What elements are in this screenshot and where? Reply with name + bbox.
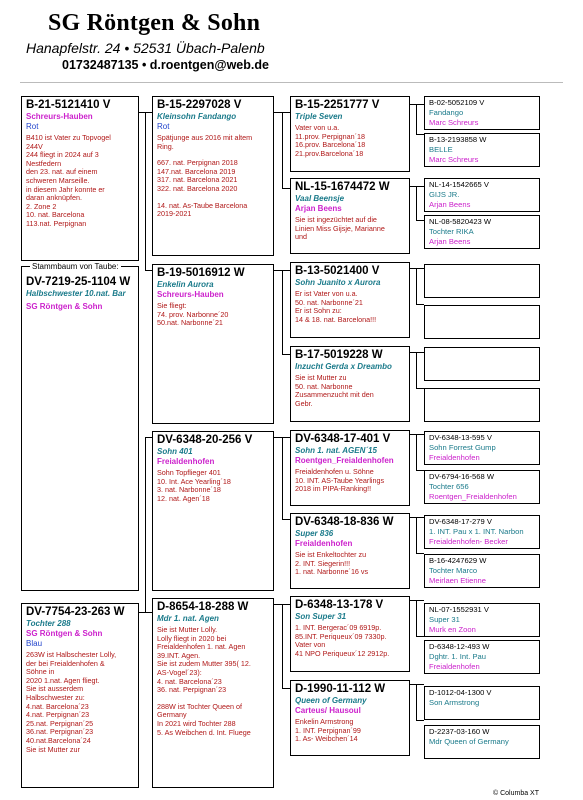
pigeon-name: Fandango: [429, 108, 464, 117]
connector: [282, 437, 283, 519]
breeder: Schreurs-Hauben: [26, 112, 93, 121]
stammbaum-label: Stammbaum von Taube:: [32, 262, 119, 271]
ring-number: DV-6348-18-836 W: [295, 516, 394, 528]
ring-number: NL-14-1542665 V: [429, 180, 489, 189]
breeder: Marc Schreurs: [429, 155, 479, 164]
ring-number: DV-7219-25-1104 W: [26, 276, 131, 288]
breeder: Freialdenhofen: [295, 539, 353, 548]
pigeon-name: Tochter RIKA: [429, 227, 474, 236]
performance-info: Sie ist Mutter Lolly. Lolly fliegt in 2020 bei Freialdenhofen 1. nat. Agen 39.INT. Agen. Sie ist zudem Mutter 395( 12. AS-Vogel´23): 4. nat. Barcelona´23 36. nat. Perpignan´23 288W ist Tochter Queen of Germany In 2021 wird Tochter 288 5. As Weibchen d. Int. Fluege: [157, 625, 251, 737]
pigeon-name: Kleinsohn Fandango: [157, 112, 237, 121]
ring-number: B-15-2251777 V: [295, 99, 380, 111]
ancestor-card: [424, 431, 540, 465]
ring-number: B-02-5052109 V: [429, 98, 485, 107]
great-grandparent-card: [290, 262, 410, 338]
pigeon-name: Tochter Marco: [429, 566, 478, 575]
connector: [416, 600, 417, 636]
performance-info: Sie ist ingezüchtet auf die Linien Miss Gijsje, Marianne und: [295, 215, 385, 242]
performance-info: Sie fliegt: 74. prov. Narbonne´20 50.nat. Narbonne´21: [157, 301, 229, 328]
page-title: SG Röntgen & Sohn: [48, 10, 261, 36]
connector: [416, 517, 417, 553]
connector: [145, 270, 152, 271]
pigeon-name: Tochter 288: [26, 619, 71, 628]
plumage-color: Blau: [26, 639, 43, 648]
ring-number: DV-6348-13-595 V: [429, 433, 492, 442]
connector: [416, 268, 417, 304]
pigeon-name: Son Super 31: [295, 612, 347, 621]
connector: [416, 553, 424, 554]
pigeon-name: Dghtr. 1. Int. Pau: [429, 652, 486, 661]
ring-number: D-6348-12-493 W: [429, 642, 490, 651]
ancestor-card: [424, 133, 540, 167]
great-grandparent-card: [290, 178, 410, 254]
performance-info: Spätjunge aus 2016 mit altem Ring. 667. nat. Perpignan 2018 147.nat. Barcelona 2019 317. nat. Barcelona 2021 322. nat. Barcelona 2020 14. nat. As-Taube Barcelona 2019-2021: [157, 133, 253, 219]
ring-number: D-1012-04-1300 V: [429, 688, 492, 697]
pigeon-name: Super 836: [295, 529, 334, 538]
performance-info: Enkelin Armstrong 1. INT. Perpignan´99 1. As- Weibchen´14: [295, 717, 361, 744]
pigeon-name: Vaal Beensje: [295, 194, 345, 203]
ring-number: B-15-2297028 V: [157, 99, 242, 111]
connector: [416, 352, 417, 388]
pigeon-name: Tochter 656: [429, 482, 469, 491]
ring-number: DV-6348-20-256 V: [157, 434, 253, 446]
subject-card: [21, 266, 139, 591]
grandparent-card: [152, 598, 274, 788]
breeder: Carteus/ Hausoul: [295, 706, 361, 715]
performance-info: Vater von u.a. 11.prov. Perpignan´18 16.prov. Barcelona´18 21.prov.Barcelona´18: [295, 123, 366, 158]
great-grandparent-card: [290, 430, 410, 506]
great-grandparent-card: [290, 596, 410, 672]
connector: [416, 186, 417, 220]
connector: [282, 270, 283, 354]
connector: [416, 470, 424, 471]
ring-number: B-13-2193858 W: [429, 135, 487, 144]
connector: [282, 519, 290, 520]
ring-number: DV-6794-16-568 W: [429, 472, 495, 481]
connector: [410, 434, 424, 435]
ring-number: D-1990-11-112 W: [295, 683, 386, 695]
ring-number: D-6348-13-178 V: [295, 599, 384, 611]
ancestor-card: [424, 515, 540, 549]
connector: [410, 186, 424, 187]
pigeon-name: Sohn 401: [157, 447, 193, 456]
performance-info: Sie ist Mutter zu 50. nat. Narbonne Zusammenzucht mit den Gebr.: [295, 373, 374, 408]
pigeon-name: Enkelin Aurora: [157, 280, 214, 289]
copyright: © Columba XT: [492, 790, 539, 797]
pigeon-name: Triple Seven: [295, 112, 343, 121]
connector: [416, 636, 424, 637]
ring-number: B-16-4247629 W: [429, 556, 487, 565]
breeder: Freialdenhofen- Becker: [429, 537, 508, 546]
pigeon-name: GIJS JR.: [429, 190, 460, 199]
breeder: Schreurs-Hauben: [157, 290, 224, 299]
breeder: Roentgen_Freialdenhofen: [429, 492, 517, 501]
ring-number: D-8654-18-288 W: [157, 601, 249, 613]
breeder: SG Röntgen & Sohn: [26, 302, 103, 311]
plumage-color: Rot: [157, 122, 170, 131]
breeder: Marc Schreurs: [429, 118, 479, 127]
pigeon-name: Queen of Germany: [295, 696, 367, 705]
pigeon-name: Inzucht Gerda x Dreambo: [295, 362, 392, 371]
pigeon-name: 1. INT. Pau x 1. INT. Narbon: [429, 527, 524, 536]
ring-number: B-13-5021400 V: [295, 265, 380, 277]
breeder: Arjan Beens: [295, 204, 342, 213]
sire-card: [21, 96, 139, 261]
pigeon-name: Son Armstrong: [429, 698, 480, 707]
connector: [410, 684, 424, 685]
grandparent-card: [152, 264, 274, 424]
ancestor-card: [424, 215, 540, 249]
breeder: Roentgen_Freialdenhofen: [295, 456, 394, 465]
connector: [410, 268, 424, 269]
connector: [416, 388, 424, 389]
ancestor-card: [424, 96, 540, 130]
header-divider: [20, 82, 563, 83]
connector: [416, 434, 417, 470]
breeder: Arjan Beens: [429, 237, 471, 246]
performance-info: 1. INT. Bergerac´09 6919p. 85.INT. Periqueux´09 7330p. Vater von 41 NPO Periqueux´12 2912p.: [295, 623, 390, 658]
connector: [145, 437, 146, 612]
connector: [282, 188, 290, 189]
connector: [416, 220, 424, 221]
grandparent-card: [152, 96, 274, 256]
ancestor-card: [424, 178, 540, 212]
breeder: Freialdenhofen: [429, 453, 480, 462]
plumage-color: Rot: [26, 122, 39, 131]
great-grandparent-card: [290, 513, 410, 589]
ring-number: NL-07-1552931 V: [429, 605, 489, 614]
great-grandparent-card: [290, 346, 410, 422]
connector: [138, 612, 152, 613]
great-grandparent-card: [290, 96, 410, 172]
connector: [145, 112, 146, 270]
ancestor-card: [424, 554, 540, 588]
ring-number: B-21-5121410 V: [26, 99, 111, 111]
dam-card: [21, 603, 139, 788]
performance-info: Er ist Vater von u.a. 50. nat. Narbonne´21 Er ist Sohn zu: 14 & 18. nat. Barcelona!!!: [295, 289, 377, 324]
ring-number: B-17-5019228 W: [295, 349, 383, 361]
ring-number: B-19-5016912 W: [157, 267, 245, 279]
grandparent-card: [152, 431, 274, 591]
pigeon-name: Sohn Forrest Gump: [429, 443, 496, 452]
breeder: Arjan Beens: [429, 200, 471, 209]
connector: [416, 134, 424, 135]
connector: [410, 600, 424, 601]
breeder: Freialdenhofen: [157, 457, 215, 466]
ancestor-card-empty: [424, 347, 540, 381]
connector: [282, 354, 290, 355]
connector: [416, 720, 424, 721]
ring-number: DV-6348-17-279 V: [429, 517, 492, 526]
connector: [416, 304, 424, 305]
ring-number: NL-15-1674472 W: [295, 181, 390, 193]
performance-info: Freialdenhofen u. Söhne 10. INT. AS-Taube Yearlings 2018 im PIPA-Ranking!!: [295, 467, 385, 494]
connector: [410, 517, 424, 518]
connector: [282, 604, 283, 688]
connector: [145, 437, 152, 438]
address: Hanapfelstr. 24 • 52531 Übach-Palenb: [26, 40, 265, 56]
ring-number: DV-7754-23-263 W: [26, 606, 125, 618]
pigeon-name: Mdr Queen of Germany: [429, 737, 509, 746]
contact: 01732487135 • d.roentgen@web.de: [62, 58, 269, 72]
ancestor-card: [424, 640, 540, 674]
connector: [416, 104, 417, 134]
connector: [410, 352, 424, 353]
ring-number: DV-6348-17-401 V: [295, 433, 391, 445]
breeder: Murk en Zoon: [429, 625, 476, 634]
connector: [282, 112, 283, 188]
pigeon-name: Halbschwester 10.nat. Bar: [26, 289, 126, 298]
pigeon-name: Mdr 1. nat. Agen: [157, 614, 219, 623]
pigeon-name: Super 31: [429, 615, 460, 624]
breeder: SG Röntgen & Sohn: [26, 629, 103, 638]
performance-info: 263W ist Halbschester Lolly, der bei Freialdenhofen & Söhne in 2020 1.nat. Agen fliegt. Sie ist ausserdem Halbschwester zu: 4.nat. Barcelona´23 4.nat. Perpignan´23 25.nat. Perpignan´25 36.nat. Perpignan´23 40.nat.Barcelona´24 Sie ist Mutter zur: [26, 650, 117, 754]
ring-number: NL-08-5820423 W: [429, 217, 492, 226]
ancestor-card: [424, 686, 540, 720]
breeder: Meirlaen Etienne: [429, 576, 486, 585]
connector: [416, 684, 417, 720]
ancestor-card-empty: [424, 305, 540, 339]
ancestor-card-empty: [424, 388, 540, 422]
performance-info: Sie ist Enkeltochter zu 2. INT. Siegerin!!! 1. nat. Narbonne´16 vs: [295, 550, 369, 577]
pigeon-name: Sohn Juanito x Aurora: [295, 278, 381, 287]
breeder: Freialdenhofen: [429, 662, 480, 671]
performance-info: Sohn Topflieger 401 10. Int. Ace Yearling´18 3. nat. Narbonne´18 12. nat. Agen´18: [157, 468, 231, 503]
ancestor-card: [424, 603, 540, 637]
pigeon-name: BELLE: [429, 145, 453, 154]
performance-info: B410 ist Vater zu Topvogel 244V 244 fliegt in 2024 auf 3 Nestfedern den 23. nat. auf einem schweren Marseille. in diesem Jahr konnte er daran anknüpfen. 2. Zone 2 10. nat. Barcelona 113.nat. Perpignan: [26, 133, 111, 228]
ancestor-card-empty: [424, 264, 540, 298]
ancestor-card: [424, 470, 540, 504]
great-grandparent-card: [290, 680, 410, 756]
pigeon-name: Sohn 1. nat. AGEN´15: [295, 446, 377, 455]
ancestor-card: [424, 725, 540, 759]
connector: [410, 104, 424, 105]
ring-number: D-2237-03-160 W: [429, 727, 490, 736]
connector: [282, 688, 290, 689]
